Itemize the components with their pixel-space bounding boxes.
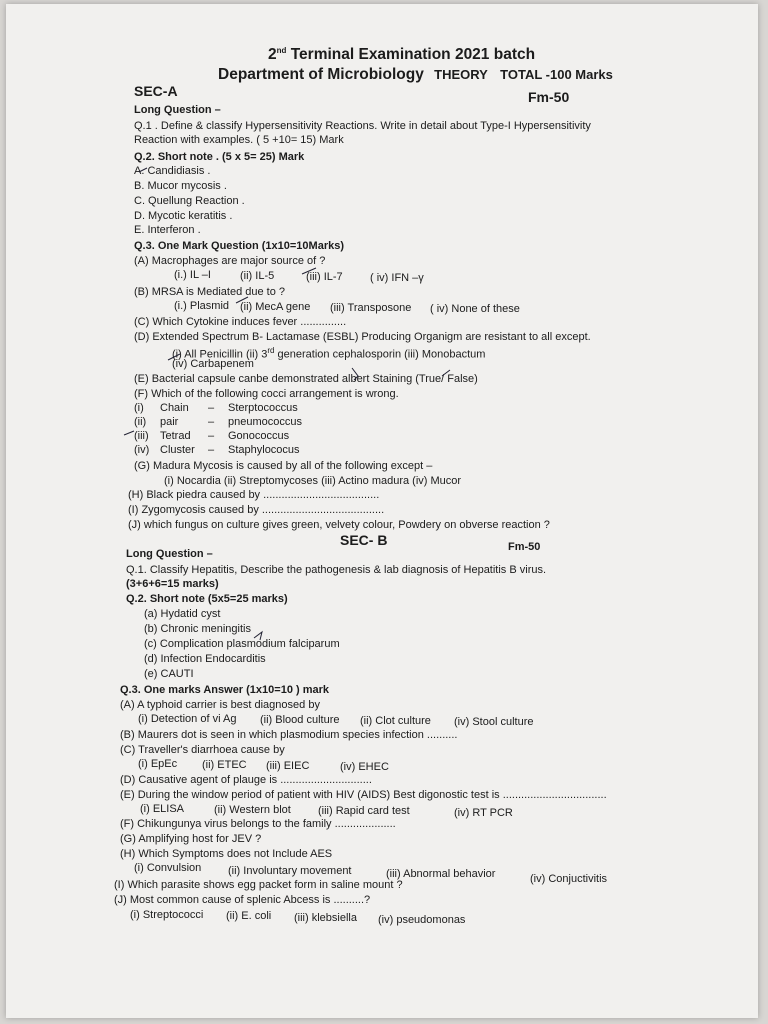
department-line: Department of Microbiology THEORY TOTAL -100 Marks: [218, 66, 613, 83]
sec-a-q2-item: E. Interferon .: [134, 224, 201, 236]
sec-b-q3c-option: (ii) ETEC: [202, 759, 247, 771]
sec-b-q3a: (A) A typhoid carrier is best diagnosed by: [120, 699, 320, 711]
sec-b-q3j-option: (iii) klebsiella: [294, 912, 357, 924]
sec-a-q3a-option: (i.) IL –I: [174, 269, 211, 281]
sec-b-q3h-option: (iv) Conjuctivitis: [530, 873, 608, 885]
sec-b-q2-item: (d) Infection Endocarditis: [144, 653, 266, 665]
sec-b-q3c-option: (iv) EHEC: [340, 761, 389, 773]
sec-b-q3a-option: (ii) Blood culture: [260, 714, 340, 726]
sec-b-q3j-option: (iv) pseudomonas: [378, 914, 466, 926]
sec-a-q2-item: B. Mucor mycosis .: [134, 180, 227, 192]
sec-a-q3c: (C) Which Cytokine induces fever ...............: [134, 316, 347, 328]
sec-a-q3b: (B) MRSA is Mediated due to ?: [134, 286, 286, 298]
sec-a-q3b-option: ( iv) None of these: [430, 303, 520, 315]
cocci-row: (iv) Cluster – Staphylococus: [134, 444, 300, 456]
sec-a-q3d-option4: (iv) Carbapenem: [172, 358, 254, 370]
sec-b-q3h-option: (ii) Involuntary movement: [228, 865, 352, 877]
sec-a-long-question: Long Question –: [134, 104, 221, 116]
sec-b-q3j-option: (i) Streptococci: [130, 909, 204, 921]
sec-b-q3d: (D) Causative agent of plauge is ..............................: [120, 774, 372, 786]
sec-b-q3-head: Q.3. One marks Answer (1x10=10 ) mark: [120, 684, 330, 696]
sec-b-q1-line1: Q.1. Classify Hepatitis, Describe the pathogenesis & lab diagnosis of Hepatitis B virus.: [126, 564, 547, 576]
sec-a-q3b-option: (i.) Plasmid: [174, 300, 230, 312]
sec-b-q3a-option: (iv) Stool culture: [454, 716, 534, 728]
sec-a-q1-line1: Q.1 . Define & classify Hypersensitivity Reactions. Write in detail about Type-I Hypersensitivity: [134, 120, 591, 132]
sec-b-q3h-option: (iii) Abnormal behavior: [386, 868, 496, 880]
sec-a-q2-head: Q.2. Short note . (5 x 5= 25) Mark: [134, 151, 305, 163]
sec-a-q2-item: D. Mycotic keratitis .: [134, 210, 233, 222]
sec-b-q3j: (J) Most common cause of splenic Abcess is ..........?: [114, 894, 371, 906]
sec-b-label: SEC- B: [340, 532, 388, 548]
exam-title: 2nd Terminal Examination 2021 batch: [268, 46, 536, 64]
sec-b-long-question: Long Question –: [126, 548, 213, 560]
sec-b-q3h: (H) Which Symptoms does not Include AES: [120, 848, 333, 860]
sec-b-q3a-option: (i) Detection of vi Ag: [138, 713, 237, 725]
sec-b-q3f: (F) Chikungunya virus belongs to the family ....................: [120, 818, 396, 830]
sec-a-q2-item: C. Quellung Reaction .: [134, 195, 245, 207]
sec-b-q3a-option: (ii) Clot culture: [360, 715, 431, 727]
sec-a-q3g: (G) Madura Mycosis is caused by all of the following except –: [134, 460, 433, 472]
sec-b-q2-item: (b) Chronic meningitis: [144, 623, 251, 635]
sec-a-q3a: (A) Macrophages are major source of ?: [134, 255, 326, 267]
sec-a-fm: Fm-50: [528, 89, 570, 105]
sec-b-q3h-option: (i) Convulsion: [134, 862, 202, 874]
sec-a-q3e: (E) Bacterial capsule canbe demonstrated albert Staining (True/ False): [134, 373, 478, 385]
sec-a-label: SEC-A: [134, 83, 178, 99]
sec-a-q3d-options: (i) All Penicillin (ii) 3rd generation cephalosporin (iii) Monobactum: [172, 346, 486, 361]
sec-b-q3c-option: (i) EpEc: [138, 758, 178, 770]
sec-b-q3e-option: (i) ELISA: [140, 803, 185, 815]
sec-a-q3f: (F) Which of the following cocci arrangement is wrong.: [134, 388, 399, 400]
cocci-row: (ii) pair – pneumococcus: [134, 416, 302, 428]
pen-marks: [6, 4, 758, 1018]
sec-a-q3h: (H) Black piedra caused by ......................................: [128, 489, 380, 501]
sec-a-q3j: (J) which fungus on culture gives green, velvety colour, Powdery on obverse reaction ?: [128, 519, 550, 531]
sec-b-q3e-option: (iii) Rapid card test: [318, 805, 410, 817]
sec-b-q2-item: (a) Hydatid cyst: [144, 608, 221, 620]
sec-a-q2-item: A. Candidiasis .: [134, 165, 211, 177]
sec-b-fm: Fm-50: [508, 541, 541, 553]
sec-b-q3e: (E) During the window period of patient with HIV (AIDS) Best digonostic test is ..................................: [120, 789, 607, 801]
sec-b-q2-head: Q.2. Short note (5x5=25 marks): [126, 593, 288, 605]
sec-b-q3i: (I) Which parasite shows egg packet form in saline mount ?: [114, 879, 403, 891]
exam-paper: [6, 4, 758, 1018]
sec-a-q3b-option: (iii) Transposone: [330, 302, 412, 314]
sec-b-q3b: (B) Maurers dot is seen in which plasmodium species infection ..........: [120, 729, 458, 741]
cocci-row: (i) Chain – Sterptococcus: [134, 402, 298, 414]
sec-a-q3-head: Q.3. One Mark Question (1x10=10Marks): [134, 240, 345, 252]
sec-b-q1-line2: (3+6+6=15 marks): [126, 578, 219, 590]
sec-b-q3j-option: (ii) E. coli: [226, 910, 272, 922]
sec-b-q3g: (G) Amplifying host for JEV ?: [120, 833, 262, 845]
sec-a-q3b-option: (ii) MecA gene: [240, 301, 311, 313]
sec-b-q2-item: (e) CAUTI: [144, 668, 194, 680]
cocci-row: (iii) Tetrad – Gonococcus: [134, 430, 290, 442]
sec-a-q3a-option: (ii) IL-5: [240, 270, 275, 282]
sec-a-q3a-option: (iii) IL-7: [306, 271, 343, 283]
sec-b-q3c: (C) Traveller's diarrhoea cause by: [120, 744, 285, 756]
sec-a-q3i: (I) Zygomycosis caused by ........................................: [128, 504, 385, 516]
sec-b-q3e-option: (iv) RT PCR: [454, 807, 513, 819]
sec-b-q3c-option: (iii) EIEC: [266, 760, 310, 772]
sec-a-q1-line2: Reaction with examples. ( 5 +10= 15) Mark: [134, 134, 344, 146]
sec-a-q3a-option: ( iv) IFN –γ: [370, 272, 424, 284]
sec-b-q3e-option: (ii) Western blot: [214, 804, 291, 816]
sec-a-q3g-options: (i) Nocardia (ii) Streptomycoses (iii) Actino madura (iv) Mucor: [164, 475, 462, 487]
sec-b-q2-item: (c) Complication plasmodium falciparum: [144, 638, 340, 650]
sec-a-q3d: (D) Extended Spectrum B- Lactamase (ESBL) Producing Organigm are resistant to all except.: [134, 331, 591, 343]
